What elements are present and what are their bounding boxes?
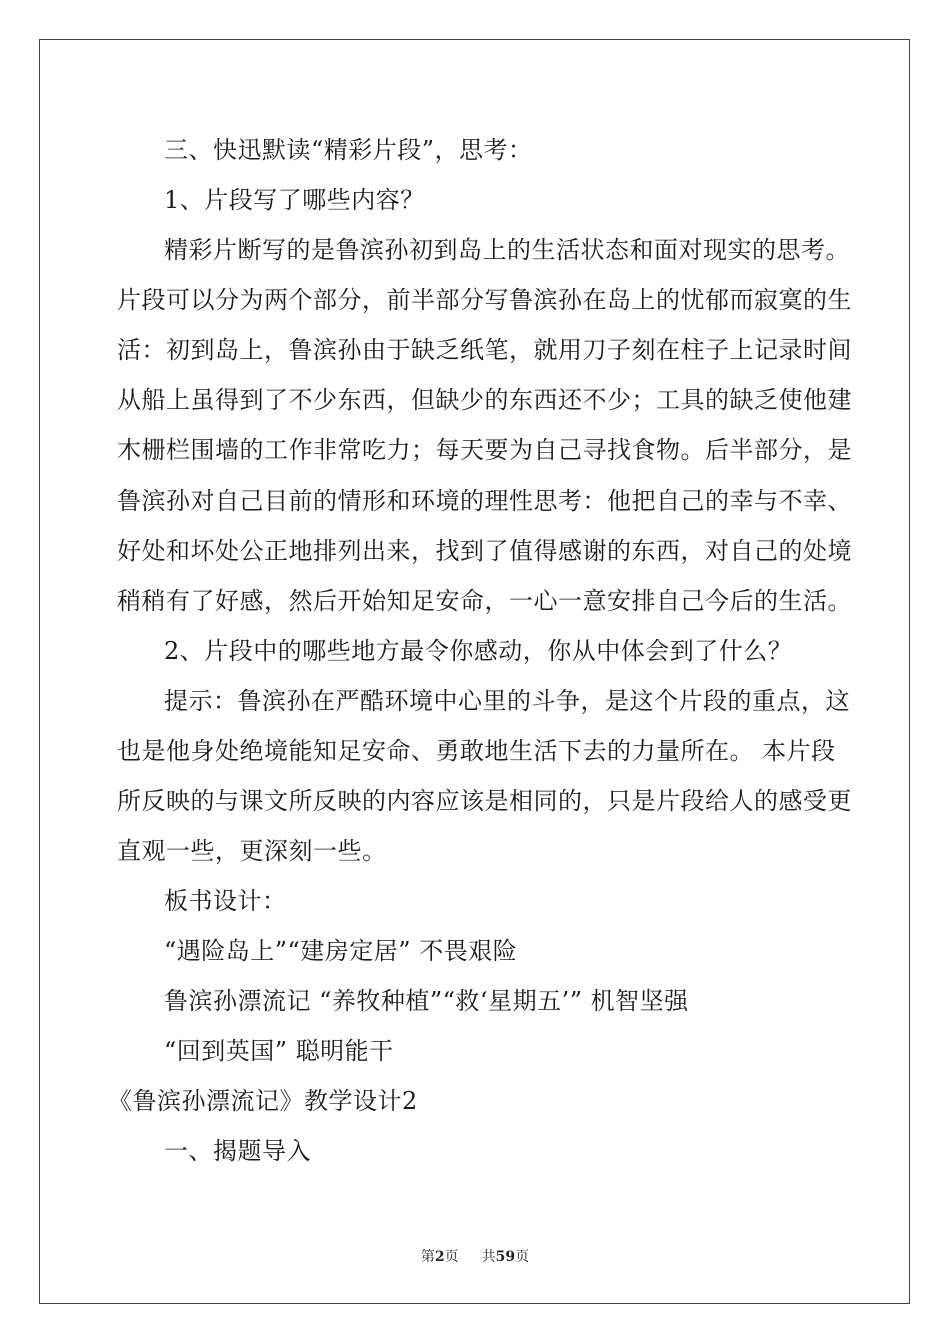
section-heading-1: 一、揭题导入 [164,1137,311,1165]
answer-1-line-6: 鲁滨孙对自己目前的情形和环境的理性思考：他把自己的幸与不幸、 [117,487,852,515]
footer-total-suffix: 页 [515,1249,530,1265]
board-design-heading: 板书设计： [164,887,287,915]
hint-line-4: 直观一些，更深刻一些。 [117,837,387,865]
answer-1-line-4: 从船上虽得到了不少东西，但缺少的东西还不少；工具的缺乏使他建 [117,386,852,414]
question-2: 2、片段中的哪些地方最令你感动，你从中体会到了什么？ [164,637,793,665]
section-heading-3: 三、快迅默读“精彩片段”，思考： [164,136,533,164]
answer-1-line-3: 活：初到岛上，鲁滨孙由于缺乏纸笔，就用刀子刻在柱子上记录时间 [117,336,852,364]
answer-1-line-1: 精彩片断写的是鲁滨孙初到岛上的生活状态和面对现实的思考。 [164,236,850,264]
question-1: 1、片段写了哪些内容？ [164,186,425,214]
hint-line-3: 所反映的与课文所反映的内容应该是相同的，只是片段给人的感受更 [117,787,852,815]
board-design-row-1: “遇险岛上”“建房定居” 不畏艰险 [164,937,518,965]
answer-1-line-2: 片段可以分为两个部分，前半部分写鲁滨孙在岛上的忧郁而寂寞的生 [117,286,852,314]
answer-1-line-5: 木栅栏围墙的工作非常吃力；每天要为自己寻找食物。后半部分，是 [117,436,852,464]
answer-1-line-7: 好处和坏处公正地排列出来，找到了值得感谢的东西，对自己的处境 [117,537,852,565]
footer-total-prefix: 共 [481,1249,496,1265]
footer-total-pages: 59 [495,1249,516,1265]
board-design-row-3: “回到英国” 聪明能干 [164,1037,394,1065]
board-design-row-2: 鲁滨孙漂流记 “养牧种植”“救‘星期五’” 机智坚强 [164,987,689,1015]
footer-page-number: 2 [434,1249,445,1265]
footer-page-suffix: 页 [444,1249,459,1265]
page-footer [0,1248,950,1266]
hint-line-1: 提示：鲁滨孙在严酷环境中心里的斗争，是这个片段的重点，这 [164,687,850,715]
answer-1-line-8: 稍稍有了好感，然后开始知足安命，一心一意安排自己今后的生活。 [117,587,852,615]
section-title-2: 《鲁滨孙漂流记》教学设计2 [108,1087,418,1115]
footer-page-prefix: 第 [420,1249,435,1265]
hint-line-2: 也是他身处绝境能知足安命、勇敢地生活下去的力量所在。 本片段 [117,737,836,765]
